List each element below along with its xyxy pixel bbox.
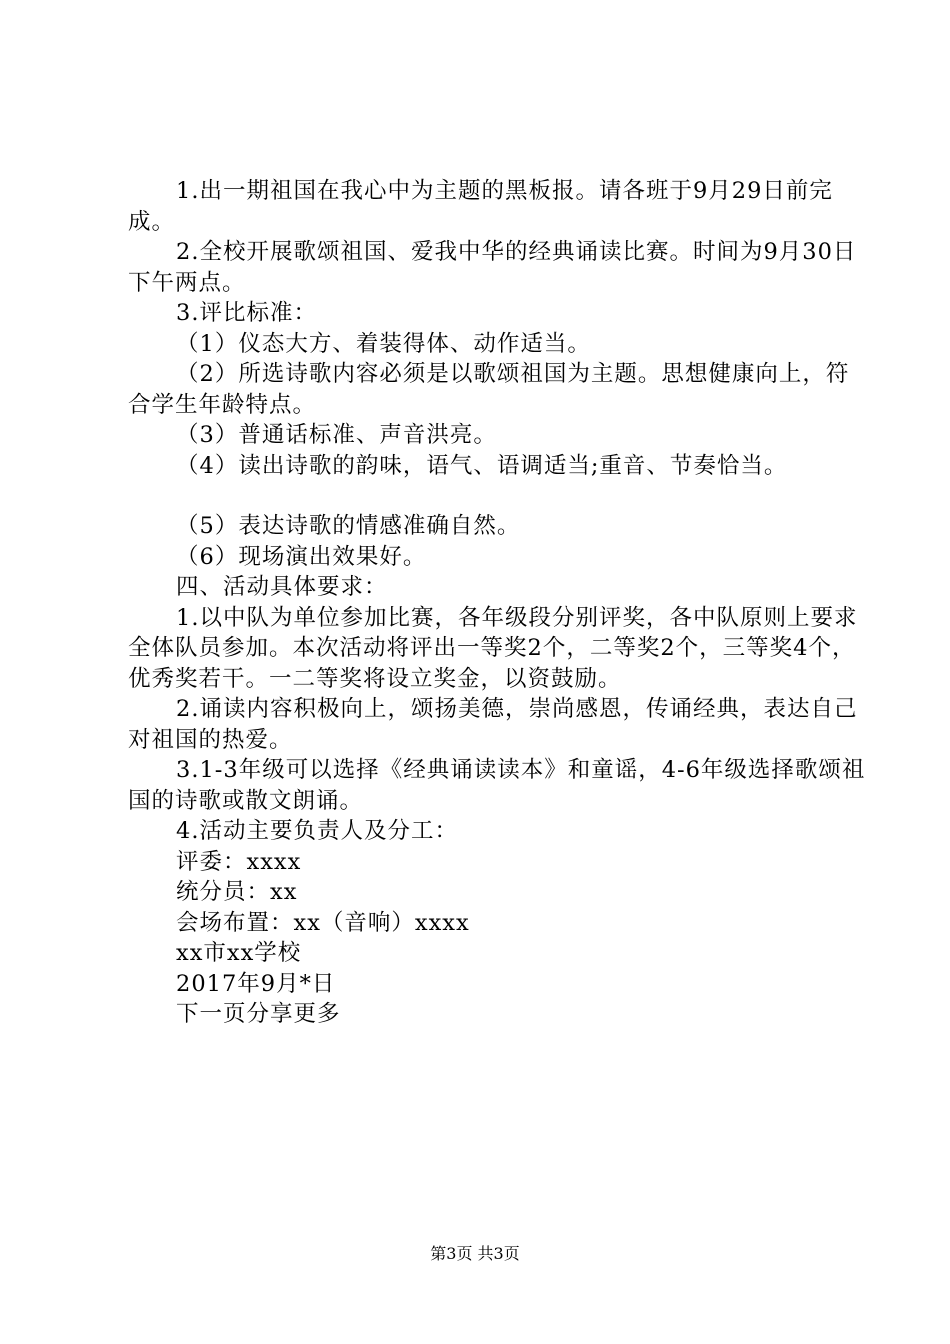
signature-date: 2017年9月*日 <box>176 970 336 997</box>
criteria-item-3: （3）普通话标准、声音洪亮。 <box>176 422 497 448</box>
requirement-item-3: 3.1-3年级可以选择《经典诵读读本》和童谣，4-6年级选择歌颂祖国的诗歌或散文朗诵。 <box>128 757 866 814</box>
requirement-item-4: 4.活动主要负责人及分工： <box>176 818 458 844</box>
next-page-note: 下一页分享更多 <box>176 1001 341 1027</box>
criteria-item-4: （4）读出诗歌的韵味，语气、语调适当;重音、节奏恰当。 <box>176 452 788 479</box>
paragraph-criteria-heading: 3.评比标准： <box>176 300 317 326</box>
role-scorer: 统分员：xx <box>176 879 298 905</box>
role-venue-setup: 会场布置：xx（音响）xxxx <box>176 909 470 936</box>
signature-school: xx市xx学校 <box>176 940 302 966</box>
section-heading-requirements: 四、活动具体要求： <box>176 574 388 600</box>
paragraph-recital-contest: 2.全校开展歌颂祖国、爱我中华的经典诵读比赛。时间为9月30日下午两点。 <box>128 239 857 296</box>
page-footer: 第3页 共3页 <box>430 1244 520 1263</box>
document-body <box>128 176 868 1030</box>
paragraph-blackboard: 1.出一期祖国在我心中为主题的黑板报。请各班于9月29日前完成。 <box>128 178 833 235</box>
criteria-item-1: （1）仪态大方、着装得体、动作适当。 <box>176 330 591 357</box>
requirement-item-1: 1.以中队为单位参加比赛，各年级段分别评奖，各中队原则上要求全体队员参加。本次活动将评出一等奖2个，二等奖2个，三等奖4个，优秀奖若干。一二等奖将设立奖金，以资鼓励。 <box>128 604 858 692</box>
role-judges: 评委：xxxx <box>176 848 302 875</box>
criteria-item-6: （6）现场演出效果好。 <box>176 543 427 570</box>
requirement-item-2: 2.诵读内容积极向上，颂扬美德，崇尚感恩，传诵经典，表达自己对祖国的热爱。 <box>128 696 858 753</box>
criteria-item-5: （5）表达诗歌的情感准确自然。 <box>176 513 521 539</box>
criteria-item-2: （2）所选诗歌内容必须是以歌颂祖国为主题。思想健康向上，符合学生年龄特点。 <box>128 361 850 418</box>
